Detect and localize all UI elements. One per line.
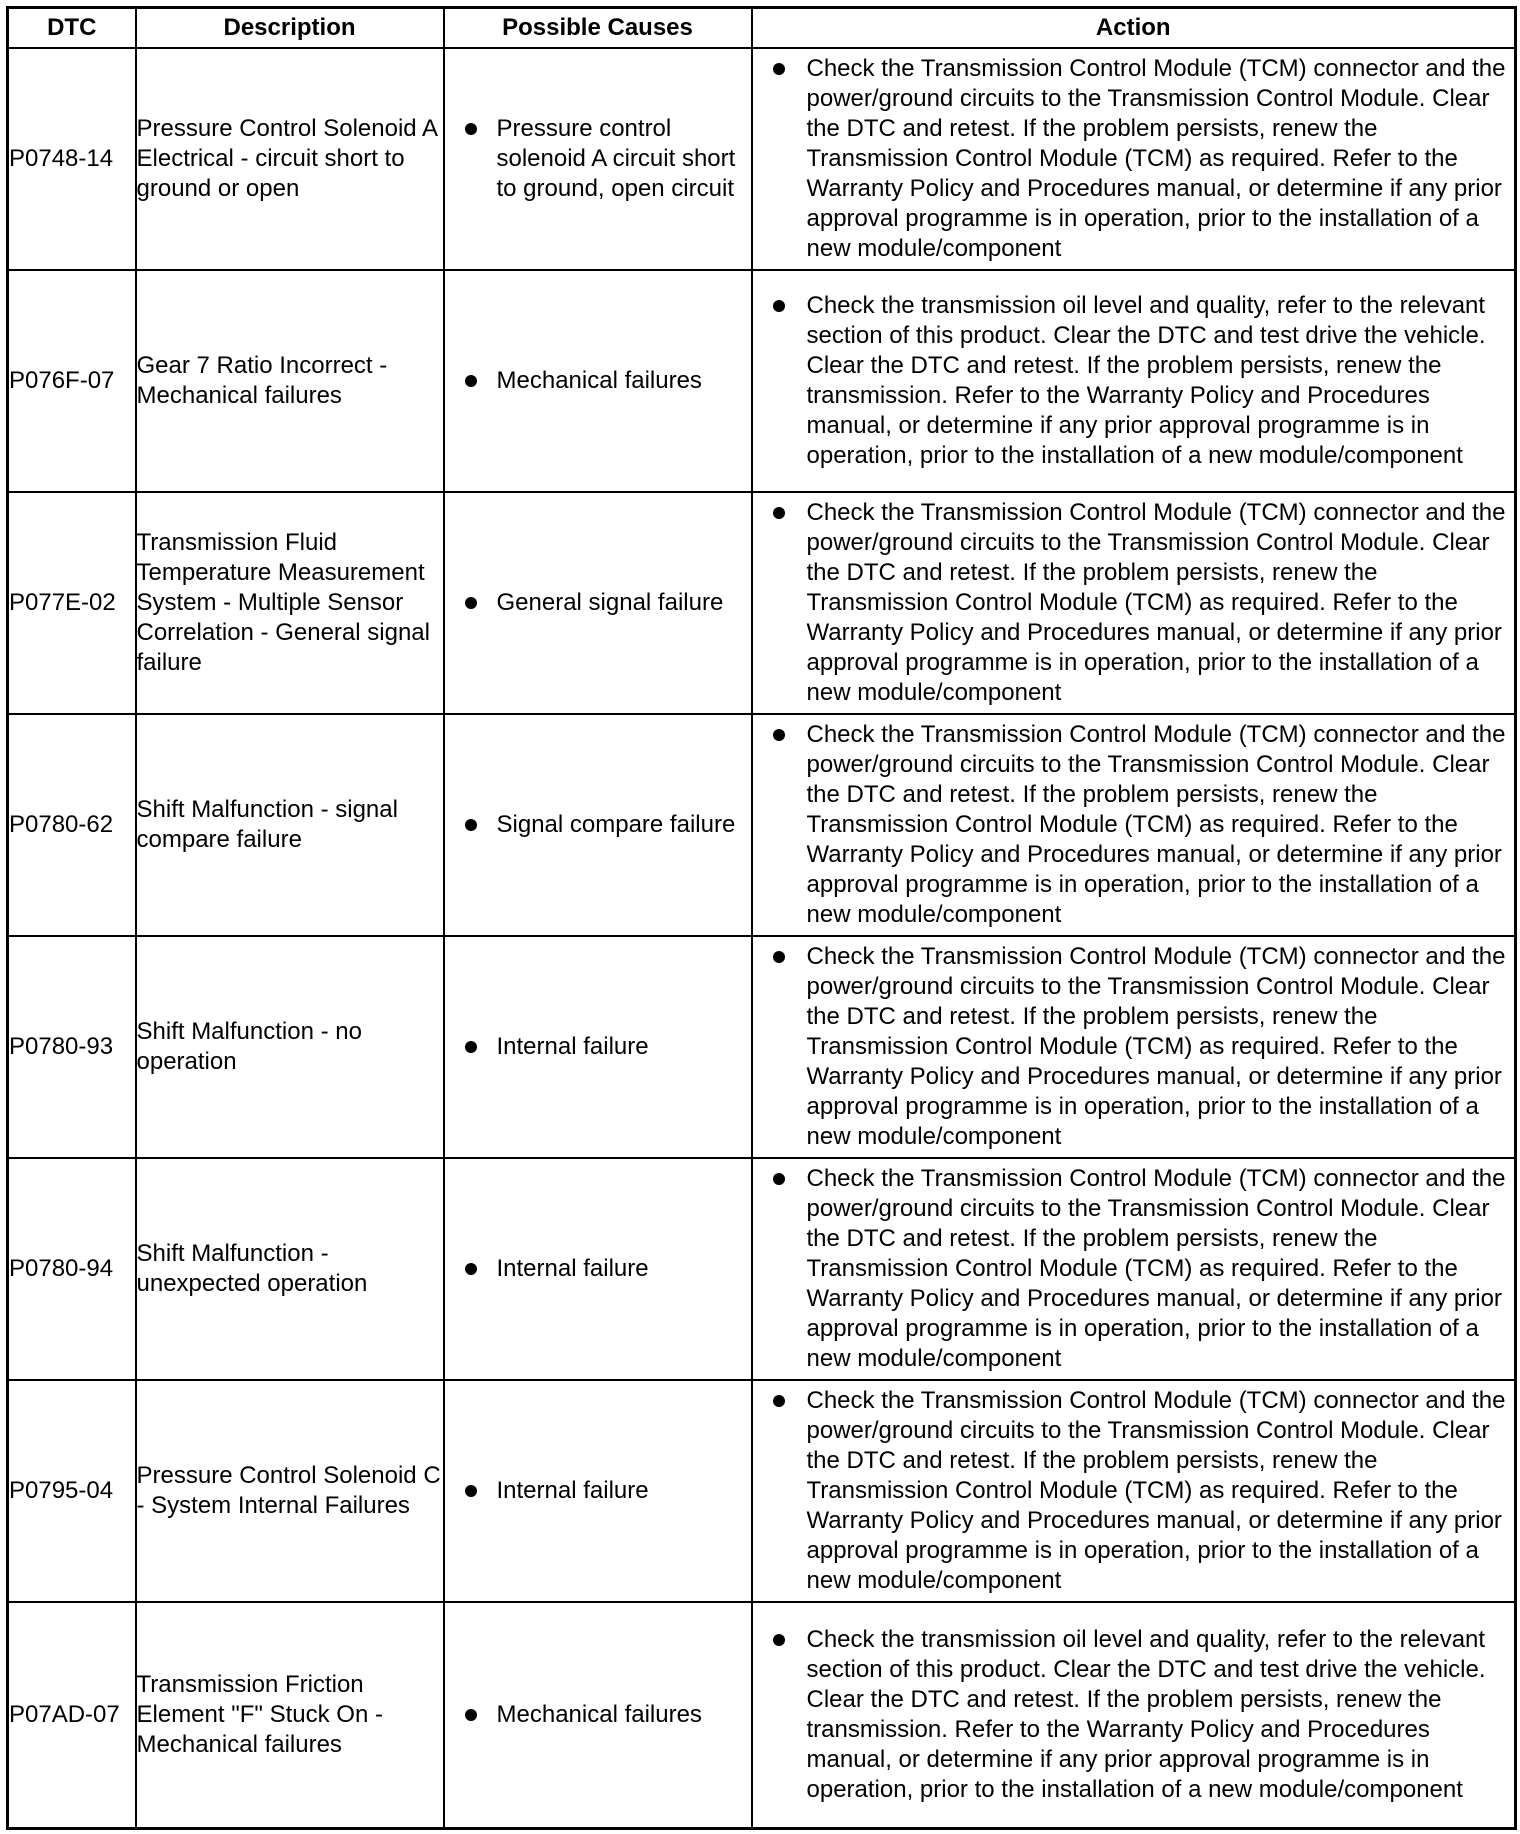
dtc-table <box>6 6 1517 1830</box>
table-row <box>8 936 1516 1158</box>
possible-cause <box>444 1602 752 1828</box>
action-text: Check the transmission oil level and quality, refer to the relevant section of this product. Clear the DTC and test drive the vehicle. Clear the DTC and retest. If the problem persists, renew the transmission. Refer to the Warranty Policy and Procedures manual, or determine if any prior approval programme is in operation, prior to the installation of a new module/component <box>806 292 1486 469</box>
action-text: Check the transmission oil level and quality, refer to the relevant section of this product. Clear the DTC and test drive the vehicle. Clear the DTC and retest. If the problem persists, renew the transmission. Refer to the Warranty Policy and Procedures manual, or determine if any prior approval programme is in operation, prior to the installation of a new module/component <box>806 1625 1486 1803</box>
table-row <box>8 1158 1516 1380</box>
action <box>752 936 1516 1158</box>
bullet-icon <box>773 951 785 963</box>
action-text: Check the Transmission Control Module (TCM) connector and the power/ground circuits to the Transmission Control Module. Clear the DTC and retest. If the problem persists, renew the Transmission Control Module (TCM) as required. Refer to the Warranty Policy and Procedures manual, or determine if any prior approval programme is in operation, prior to the installation of a new module/component <box>806 499 1506 706</box>
table-row <box>8 492 1516 714</box>
cause-text: Internal failure <box>496 1033 649 1060</box>
dtc-code: P0780-62 <box>8 714 136 936</box>
table-row <box>8 1380 1516 1602</box>
description-text: Pressure Control Solenoid A Electrical - circuit short to ground or open <box>136 48 444 270</box>
action <box>752 1602 1516 1828</box>
action-text: Check the Transmission Control Module (TCM) connector and the power/ground circuits to the Transmission Control Module. Clear the DTC and retest. If the problem persists, renew the Transmission Control Module (TCM) as required. Refer to the Warranty Policy and Procedures manual, or determine if any prior approval programme is in operation, prior to the installation of a new module/component <box>806 721 1506 928</box>
bullet-icon <box>465 1263 477 1275</box>
description-text: Pressure Control Solenoid C - System Internal Failures <box>136 1380 444 1602</box>
bullet-icon <box>773 507 785 519</box>
bullet-icon <box>465 1485 477 1497</box>
bullet-icon <box>773 1173 785 1185</box>
dtc-code: P077E-02 <box>8 492 136 714</box>
cause-text: Pressure control solenoid A circuit short to ground, open circuit <box>496 115 736 202</box>
bullet-icon <box>773 729 785 741</box>
possible-cause <box>444 1158 752 1380</box>
dtc-code: P0780-94 <box>8 1158 136 1380</box>
description-text: Gear 7 Ratio Incorrect - Mechanical failures <box>136 270 444 492</box>
dtc-code: P07AD-07 <box>8 1602 136 1828</box>
action-text: Check the Transmission Control Module (TCM) connector and the power/ground circuits to the Transmission Control Module. Clear the DTC and retest. If the problem persists, renew the Transmission Control Module (TCM) as required. Refer to the Warranty Policy and Procedures manual, or determine if any prior approval programme is in operation, prior to the installation of a new module/component <box>806 1165 1506 1372</box>
dtc-code: P076F-07 <box>8 270 136 492</box>
table-row <box>8 1602 1516 1828</box>
cause-text: Signal compare failure <box>496 811 736 838</box>
cause-text: Internal failure <box>496 1477 649 1504</box>
possible-cause <box>444 714 752 936</box>
action-text: Check the Transmission Control Module (TCM) connector and the power/ground circuits to the Transmission Control Module. Clear the DTC and retest. If the problem persists, renew the Transmission Control Module (TCM) as required. Refer to the Warranty Policy and Procedures manual, or determine if any prior approval programme is in operation, prior to the installation of a new module/component <box>806 943 1506 1150</box>
bullet-icon <box>773 300 785 312</box>
header-row <box>8 8 1516 49</box>
cause-text: Mechanical failures <box>496 367 702 394</box>
cause-text: Mechanical failures <box>496 1700 702 1728</box>
action <box>752 1158 1516 1380</box>
action <box>752 270 1516 492</box>
possible-cause <box>444 270 752 492</box>
table-row <box>8 714 1516 936</box>
table-row <box>8 48 1516 270</box>
possible-cause <box>444 48 752 270</box>
header-description: Description <box>136 8 444 49</box>
dtc-code: P0780-93 <box>8 936 136 1158</box>
cause-text: Internal failure <box>496 1255 649 1282</box>
bullet-icon <box>773 63 785 75</box>
bullet-icon <box>465 597 477 609</box>
description-text: Shift Malfunction - no operation <box>136 936 444 1158</box>
action <box>752 1380 1516 1602</box>
bullet-icon <box>465 1041 477 1053</box>
description-text: Shift Malfunction - signal compare failure <box>136 714 444 936</box>
possible-cause <box>444 936 752 1158</box>
bullet-icon <box>465 819 477 831</box>
action <box>752 714 1516 936</box>
table-row <box>8 270 1516 492</box>
description-text: Transmission Friction Element "F" Stuck On - Mechanical failures <box>136 1602 444 1828</box>
header-action: Action <box>752 8 1516 49</box>
bullet-icon <box>465 375 477 387</box>
action <box>752 492 1516 714</box>
description-text: Transmission Fluid Temperature Measurement System - Multiple Sensor Correlation - General signal failure <box>136 492 444 714</box>
cause-text: General signal failure <box>496 589 724 616</box>
dtc-code: P0748-14 <box>8 48 136 270</box>
header-possible-causes: Possible Causes <box>444 8 752 49</box>
bullet-icon <box>465 123 477 135</box>
action-text: Check the Transmission Control Module (TCM) connector and the power/ground circuits to the Transmission Control Module. Clear the DTC and retest. If the problem persists, renew the Transmission Control Module (TCM) as required. Refer to the Warranty Policy and Procedures manual, or determine if any prior approval programme is in operation, prior to the installation of a new module/component <box>806 1387 1506 1594</box>
action <box>752 48 1516 270</box>
header-dtc: DTC <box>8 8 136 49</box>
possible-cause <box>444 1380 752 1602</box>
bullet-icon <box>773 1634 785 1646</box>
dtc-code: P0795-04 <box>8 1380 136 1602</box>
description-text: Shift Malfunction - unexpected operation <box>136 1158 444 1380</box>
action-text: Check the Transmission Control Module (TCM) connector and the power/ground circuits to the Transmission Control Module. Clear the DTC and retest. If the problem persists, renew the Transmission Control Module (TCM) as required. Refer to the Warranty Policy and Procedures manual, or determine if any prior approval programme is in operation, prior to the installation of a new module/component <box>806 55 1506 262</box>
bullet-icon <box>465 1709 477 1721</box>
possible-cause <box>444 492 752 714</box>
bullet-icon <box>773 1395 785 1407</box>
